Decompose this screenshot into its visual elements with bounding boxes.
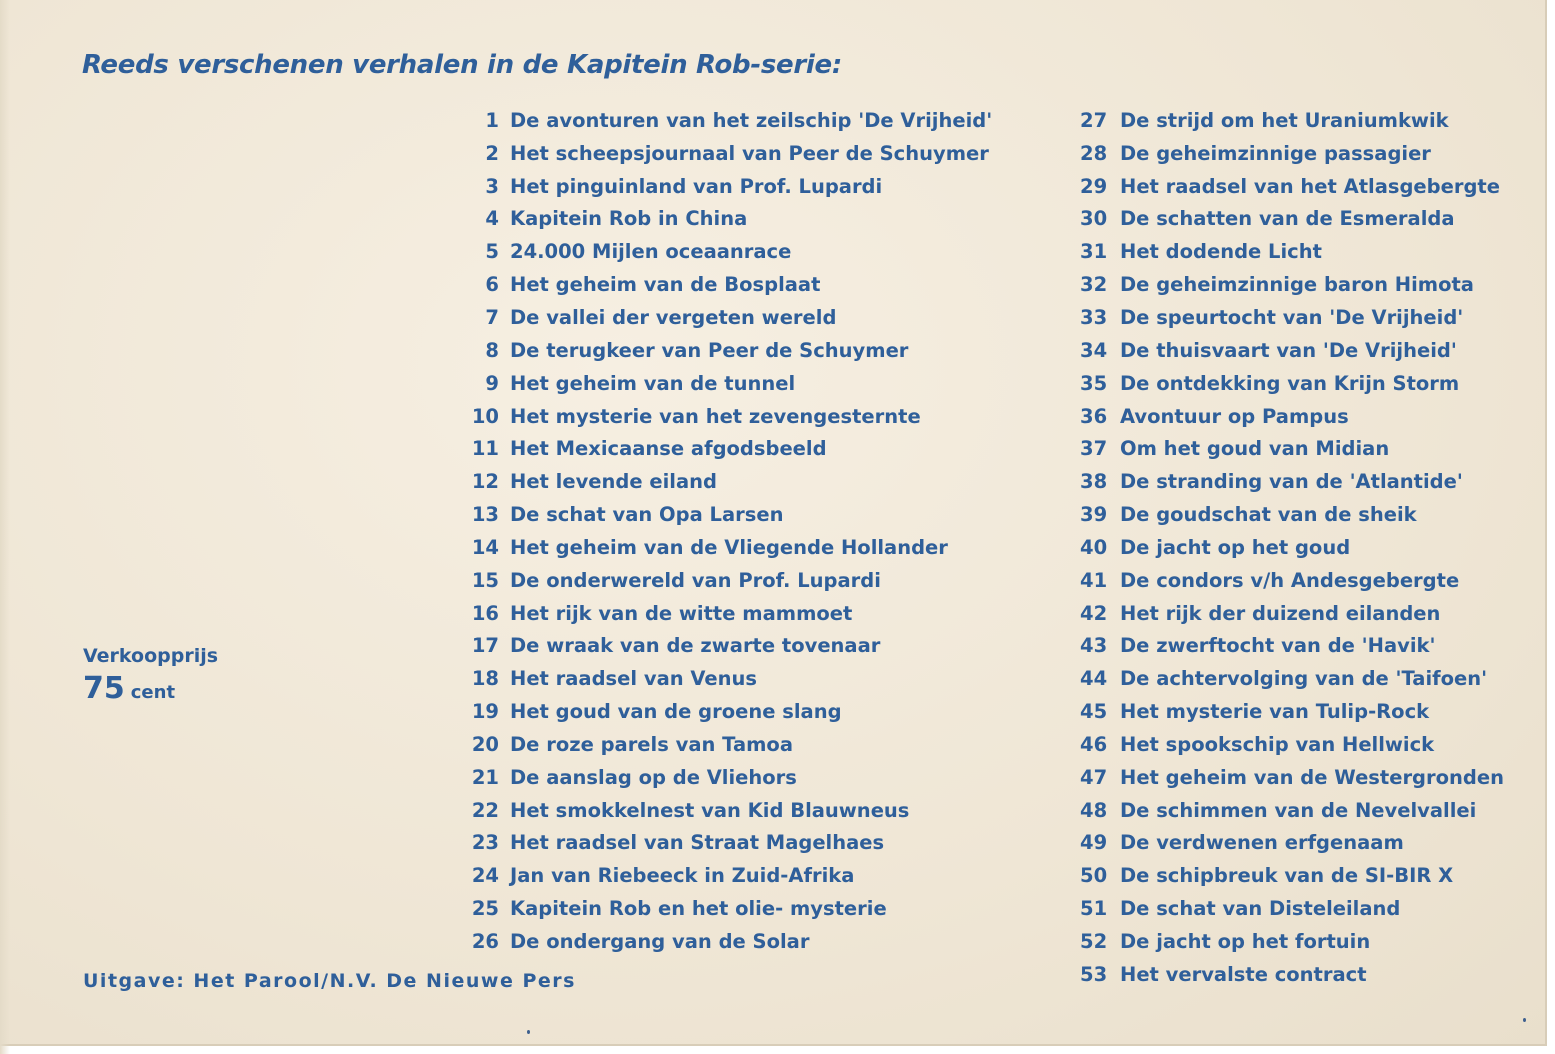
title-list-item (1080, 630, 1504, 663)
title-text: De schat van Opa Larsen (510, 503, 784, 527)
title-text: Het mysterie van het zevengesternte (510, 404, 921, 428)
title-number: 29 (1080, 174, 1108, 198)
title-text: Het rijk der duizend eilanden (1120, 601, 1441, 625)
title-text: De avonturen van het zeilschip 'De Vrijheid' (510, 108, 993, 132)
title-number: 39 (1080, 503, 1108, 527)
ink-speck (1523, 1018, 1526, 1022)
title-text: Het scheepsjournaal van Peer de Schuymer (510, 141, 989, 165)
title-number: 22 (471, 798, 499, 822)
title-number: 2 (485, 141, 499, 165)
title-text: Het vervalste contract (1120, 962, 1367, 986)
title-number: 23 (471, 831, 499, 855)
title-number: 7 (485, 305, 499, 329)
title-text: 24.000 Mijlen oceaanrace (510, 240, 792, 264)
title-number: 31 (1080, 240, 1108, 264)
paper-edge-shadow (0, 0, 10, 1054)
title-text: De schatten van de Esmeralda (1120, 207, 1455, 231)
title-number: 45 (1080, 700, 1108, 724)
title-list-item (1080, 465, 1504, 498)
title-text: Kapitein Rob in China (510, 207, 748, 231)
title-list-item (1080, 892, 1504, 925)
title-text: De wraak van de zwarte tovenaar (510, 634, 881, 658)
title-list-item (470, 827, 992, 860)
title-list-item (470, 794, 992, 827)
publisher-line: Uitgave: Het Parool/N.V. De Nieuwe Pers (83, 970, 576, 992)
series-heading: Reeds verschenen verhalen in de Kapitein Rob-serie: (82, 50, 842, 80)
title-list-item (1080, 203, 1504, 236)
price-value (83, 671, 218, 706)
title-list-item (470, 170, 992, 203)
title-list-item (1080, 268, 1504, 301)
title-text: De terugkeer van Peer de Schuymer (510, 338, 909, 362)
title-list-item (470, 859, 992, 892)
price-amount: 75 (83, 671, 125, 706)
title-number: 41 (1080, 568, 1108, 592)
title-text: De schipbreuk van de SI-BIR X (1120, 864, 1454, 888)
title-text: Het geheim van de Westergronden (1120, 765, 1504, 789)
title-list-item (1080, 564, 1504, 597)
title-number: 19 (471, 700, 499, 724)
title-text: Het spookschip van Hellwick (1120, 732, 1435, 756)
title-text: De roze parels van Tamoa (510, 732, 793, 756)
title-number: 6 (485, 273, 499, 297)
title-list-item (470, 203, 992, 236)
title-text: Het goud van de groene slang (510, 700, 842, 724)
title-text: Het geheim van de Bosplaat (510, 273, 821, 297)
title-text: De condors v/h Andesgebergte (1120, 568, 1460, 592)
price-block (83, 645, 218, 706)
title-number: 46 (1080, 732, 1108, 756)
title-number: 49 (1080, 831, 1108, 855)
title-list-item (1080, 334, 1504, 367)
title-text: Het rijk van de witte mammoet (510, 601, 853, 625)
title-list-item (1080, 432, 1504, 465)
title-number: 40 (1080, 535, 1108, 559)
title-number: 4 (485, 207, 499, 231)
title-text: De geheimzinnige passagier (1120, 141, 1431, 165)
title-text: De schat van Disteleiland (1120, 897, 1401, 921)
title-text: De onderwereld van Prof. Lupardi (510, 568, 881, 592)
title-number: 24 (471, 864, 499, 888)
title-number: 27 (1080, 108, 1108, 132)
title-number: 26 (471, 930, 499, 954)
title-text: Het raadsel van het Atlasgebergte (1120, 174, 1500, 198)
title-text: Jan van Riebeeck in Zuid-Afrika (510, 864, 855, 888)
title-number: 47 (1080, 765, 1108, 789)
title-list-item (470, 367, 992, 400)
title-number: 35 (1080, 371, 1108, 395)
title-text: Het levende eiland (510, 470, 717, 494)
title-number: 17 (471, 634, 499, 658)
title-number: 28 (1080, 141, 1108, 165)
title-text: De achtervolging van de 'Taifoen' (1120, 667, 1488, 691)
title-number: 37 (1080, 437, 1108, 461)
title-text: Het Mexicaanse afgodsbeeld (510, 437, 827, 461)
title-number: 5 (485, 240, 499, 264)
title-list-item (1080, 104, 1504, 137)
title-list-item (470, 104, 992, 137)
title-list-item (470, 531, 992, 564)
title-list-item (470, 925, 992, 958)
title-text: De thuisvaart van 'De Vrijheid' (1120, 338, 1457, 362)
title-text: Het raadsel van Straat Magelhaes (510, 831, 885, 855)
title-text: Avontuur op Pampus (1120, 404, 1349, 428)
title-text: Het pinguinland van Prof. Lupardi (510, 174, 883, 198)
title-list-item (470, 268, 992, 301)
title-number: 52 (1080, 930, 1108, 954)
title-number: 10 (471, 404, 499, 428)
title-list-item (1080, 400, 1504, 433)
title-text: De vallei der vergeten wereld (510, 305, 837, 329)
title-number: 12 (471, 470, 499, 494)
title-list-item (470, 728, 992, 761)
title-list-item (470, 137, 992, 170)
title-list-item (1080, 498, 1504, 531)
title-number: 30 (1080, 207, 1108, 231)
title-number: 13 (471, 503, 499, 527)
title-number: 15 (471, 568, 499, 592)
title-text: Het dodende Licht (1120, 240, 1322, 264)
title-list-item (470, 334, 992, 367)
title-list-item (470, 892, 992, 925)
title-list-item (470, 465, 992, 498)
title-list-right (1080, 104, 1504, 991)
title-list-item (1080, 695, 1504, 728)
title-text: De goudschat van de sheik (1120, 503, 1417, 527)
title-list-item (1080, 531, 1504, 564)
title-list-item (470, 235, 992, 268)
title-number: 20 (471, 732, 499, 756)
title-list-item (470, 564, 992, 597)
title-number: 11 (471, 437, 499, 461)
title-list-item (470, 400, 992, 433)
title-list-item (1080, 728, 1504, 761)
title-number: 53 (1080, 962, 1108, 986)
title-text: Het mysterie van Tulip-Rock (1120, 700, 1430, 724)
title-text: De zwerftocht van de 'Havik' (1120, 634, 1436, 658)
title-text: De jacht op het goud (1120, 535, 1351, 559)
title-text: De stranding van de 'Atlantide' (1120, 470, 1463, 494)
title-list-item (1080, 662, 1504, 695)
title-text: Het raadsel van Venus (510, 667, 758, 691)
title-list-item (470, 662, 992, 695)
price-unit: cent (130, 682, 176, 703)
title-list-left (470, 104, 992, 958)
title-text: De geheimzinnige baron Himota (1120, 273, 1474, 297)
title-text: Het geheim van de Vliegende Hollander (510, 535, 948, 559)
title-text: De ontdekking van Krijn Storm (1120, 371, 1460, 395)
title-number: 16 (471, 601, 499, 625)
title-list-item (1080, 859, 1504, 892)
title-text: De schimmen van de Nevelvallei (1120, 798, 1477, 822)
title-text: Om het goud van Midian (1120, 437, 1390, 461)
title-list-item (1080, 958, 1504, 991)
title-list-item (470, 432, 992, 465)
title-list-item (1080, 827, 1504, 860)
title-number: 33 (1080, 305, 1108, 329)
title-number: 44 (1080, 667, 1108, 691)
title-text: De aanslag op de Vliehors (510, 765, 797, 789)
title-number: 18 (471, 667, 499, 691)
ink-speck (527, 1030, 530, 1034)
title-list-item (470, 597, 992, 630)
title-number: 21 (471, 765, 499, 789)
title-text: De speurtocht van 'De Vrijheid' (1120, 305, 1464, 329)
title-text: Het smokkelnest van Kid Blauwneus (510, 798, 910, 822)
title-list-item (470, 301, 992, 334)
title-number: 36 (1080, 404, 1108, 428)
price-label: Verkoopprijs (83, 645, 219, 667)
title-number: 3 (485, 174, 499, 198)
title-list-item (1080, 597, 1504, 630)
title-list-item (1080, 137, 1504, 170)
title-text: De verdwenen erfgenaam (1120, 831, 1404, 855)
title-number: 38 (1080, 470, 1108, 494)
title-list-item (1080, 761, 1504, 794)
title-number: 25 (471, 897, 499, 921)
title-number: 50 (1080, 864, 1108, 888)
title-number: 32 (1080, 273, 1108, 297)
title-number: 43 (1080, 634, 1108, 658)
title-list-item (1080, 301, 1504, 334)
title-number: 48 (1080, 798, 1108, 822)
title-list-item (1080, 170, 1504, 203)
title-list-item (470, 498, 992, 531)
title-text: De jacht op het fortuin (1120, 930, 1371, 954)
title-text: De strijd om het Uraniumkwik (1120, 108, 1449, 132)
title-number: 14 (471, 535, 499, 559)
title-list-item (470, 695, 992, 728)
title-text: Het geheim van de tunnel (510, 371, 796, 395)
title-number: 51 (1080, 897, 1108, 921)
title-number: 8 (485, 338, 499, 362)
title-number: 42 (1080, 601, 1108, 625)
title-text: Kapitein Rob en het olie- mysterie (510, 897, 887, 921)
title-number: 34 (1080, 338, 1108, 362)
title-list-item (470, 761, 992, 794)
title-list-item (1080, 235, 1504, 268)
title-number: 1 (485, 108, 499, 132)
title-list-item (1080, 367, 1504, 400)
title-list-item (1080, 794, 1504, 827)
title-number: 9 (485, 371, 499, 395)
title-list-item (1080, 925, 1504, 958)
title-list-item (470, 630, 992, 663)
title-text: De ondergang van de Solar (510, 930, 810, 954)
